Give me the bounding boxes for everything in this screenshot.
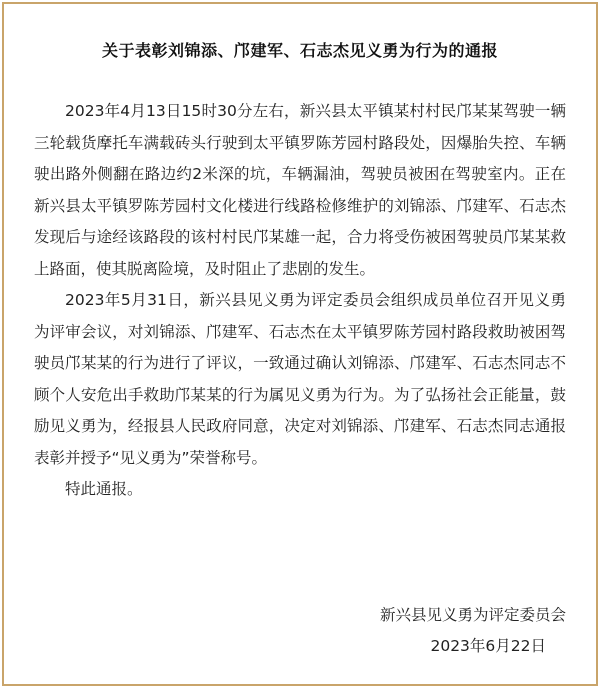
signature-block (380, 600, 566, 662)
document-body (34, 96, 566, 506)
issuer-name: 新兴县见义勇为评定委员会 (379, 606, 566, 624)
paragraph-closing: 特此通报。 (65, 480, 143, 498)
paragraph-incident: 2023年4月13日15时30分左右，新兴县太平镇某村村民邝某某驾驶一辆三轮载货摩托车满载砖头行驶到太平镇罗陈芳园村路段处，因爆胎失控、车辆驶出路外侧翻在路边约2米深的坑，车辆漏油，驾驶员被困在驾驶室内。正在新兴县太平镇罗陈芳园村文化楼进行线路检修维护的刘锦添、邝建军、石志杰发现后与途经该路段的该村村民邝某雄一起，合力将受伤被困驾驶员邝某某救上路面，使其脱离险境，及时阻止了悲剧的发生。 (34, 102, 566, 278)
issue-date: 2023年6月22日 (430, 637, 546, 655)
paragraph-decision: 2023年5月31日，新兴县见义勇为评定委员会组织成员单位召开见义勇为评审会议，对刘锦添、邝建军、石志杰在太平镇罗陈芳园村路段救助被困驾驶员邝某某的行为进行了评议，一致通过确认刘锦添、邝建军、石志杰同志不顾个人安危出手救助邝某某的行为属见义勇为行为。为了弘扬社会正能量，鼓励见义勇为，经报县人民政府同意，决定对刘锦添、邝建军、石志杰同志通报表彰并授予“见义勇为”荣誉称号。 (34, 291, 566, 467)
document-title: 关于表彰刘锦添、邝建军、石志杰见义勇为行为的通报 (101, 41, 498, 60)
notice-document (2, 2, 598, 686)
